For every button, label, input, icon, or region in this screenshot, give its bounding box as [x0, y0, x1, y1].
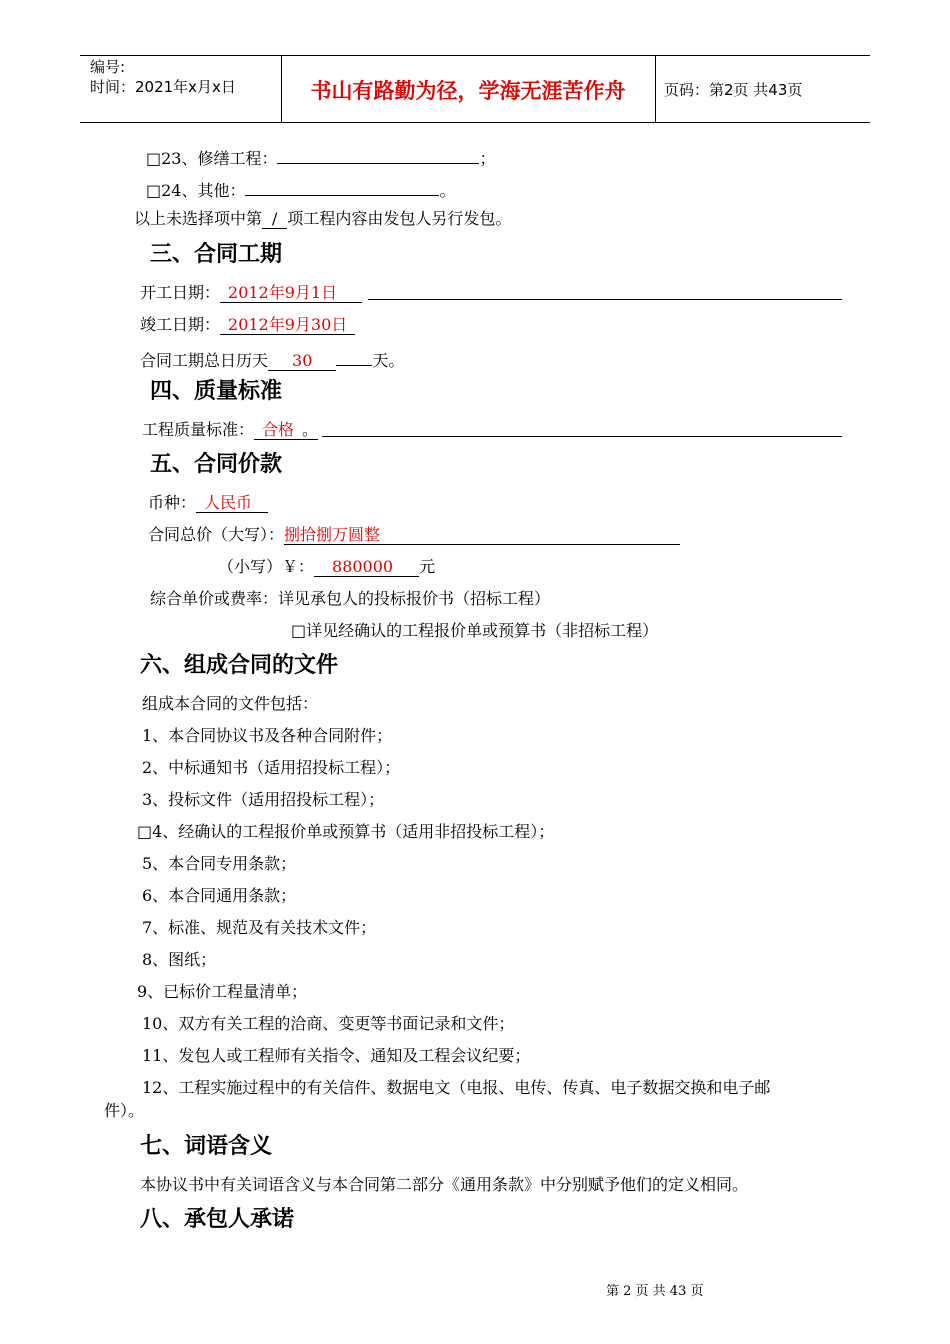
unselected-items: 以上未选择项中第 / 项工程内容由发包人另行发包。	[134, 209, 512, 228]
end-date: 竣工日期： 2012年9月30日	[140, 314, 355, 336]
section-6-title: 六、组成合同的文件	[140, 653, 339, 678]
doc-item: 5、本合同专用条款；	[142, 854, 297, 873]
header-bottom-rule	[80, 122, 870, 123]
page-footer: 第 2 页 共 43 页	[606, 1284, 704, 1299]
doc-item-12-line2: 件）。	[104, 1101, 145, 1120]
total-days: 合同工期总日历天 30 天。	[140, 346, 404, 372]
doc-item: 6、本合同通用条款；	[142, 886, 297, 905]
total-upper: 合同总价（大写）：捌拾捌万圆整	[148, 524, 680, 546]
section-8-title: 八、承包人承诺	[140, 1207, 295, 1232]
start-date-value: 2012年9月1日	[220, 283, 362, 303]
doc-item: 2、中标通知书（适用招投标工程）；	[142, 758, 401, 777]
doc-item: 9、已标价工程量清单；	[137, 982, 308, 1001]
total-upper-value: 捌拾捌万圆整	[284, 525, 680, 545]
doc-item: 8、图纸；	[142, 950, 217, 969]
header-motto: 书山有路勤为径，学海无涯苦作舟	[310, 79, 626, 103]
end-date-value: 2012年9月30日	[220, 315, 355, 335]
doc-item: 10、双方有关工程的洽商、变更等书面记录和文件；	[142, 1014, 515, 1033]
doc-item: 1、本合同协议书及各种合同附件；	[142, 726, 393, 745]
header-top-rule	[80, 55, 870, 56]
start-date-line	[368, 299, 842, 300]
quality-value: 合格	[254, 420, 302, 440]
docs-intro: 组成本合同的文件包括：	[142, 694, 319, 713]
section-4-title: 四、质量标准	[150, 379, 283, 404]
total-days-value: 30	[268, 351, 336, 371]
total-lower: （小写）￥： 880000 元	[218, 557, 436, 576]
doc-item: □4、经确认的工程报价单或预算书（适用非招投标工程）；	[137, 822, 555, 841]
section-5-title: 五、合同价款	[150, 452, 283, 477]
quality-line	[322, 436, 842, 437]
start-date: 开工日期： 2012年9月1日	[140, 282, 362, 304]
item-24-blank	[245, 176, 439, 196]
definitions-text: 本协议书中有关词语含义与本合同第二部分《通用条款》中分别赋予他们的定义相同。	[140, 1175, 749, 1194]
total-lower-value: 880000	[314, 557, 419, 577]
quality-standard: 工程质量标准： 合格 。	[142, 420, 319, 439]
doc-time-label: 时间：2021年x月x日	[90, 78, 236, 96]
unit-price: 综合单价或费率：详见承包人的投标报价书（招标工程）	[150, 589, 551, 608]
section-7-title: 七、词语含义	[140, 1134, 273, 1159]
doc-item: 3、投标文件（适用招投标工程）；	[142, 790, 385, 809]
section-3-title: 三、合同工期	[150, 242, 283, 267]
doc-item: 11、发包人或工程师有关指令、通知及工程会议纪要；	[142, 1046, 531, 1065]
item-24: □24、其他： 。	[146, 176, 456, 202]
doc-number-label: 编号:	[90, 58, 126, 76]
unselected-value: /	[262, 209, 287, 229]
header-meta	[90, 57, 236, 97]
currency-value: 人民币	[196, 493, 268, 513]
header-divider	[655, 55, 656, 122]
item-23-blank	[277, 144, 479, 164]
item-23: □23、修缮工程： ；	[146, 144, 496, 170]
doc-item-12-line1: 12、工程实施过程中的有关信件、数据电文（电报、电传、传真、电子数据交换和电子邮	[142, 1078, 771, 1097]
unit-price-option2: □详见经确认的工程报价单或预算书（非招标工程）	[291, 621, 659, 640]
currency: 币种： 人民币	[148, 492, 268, 514]
header-page-info: 页码：第2页 共43页	[664, 81, 803, 99]
doc-item: 7、标准、规范及有关技术文件；	[142, 918, 377, 937]
